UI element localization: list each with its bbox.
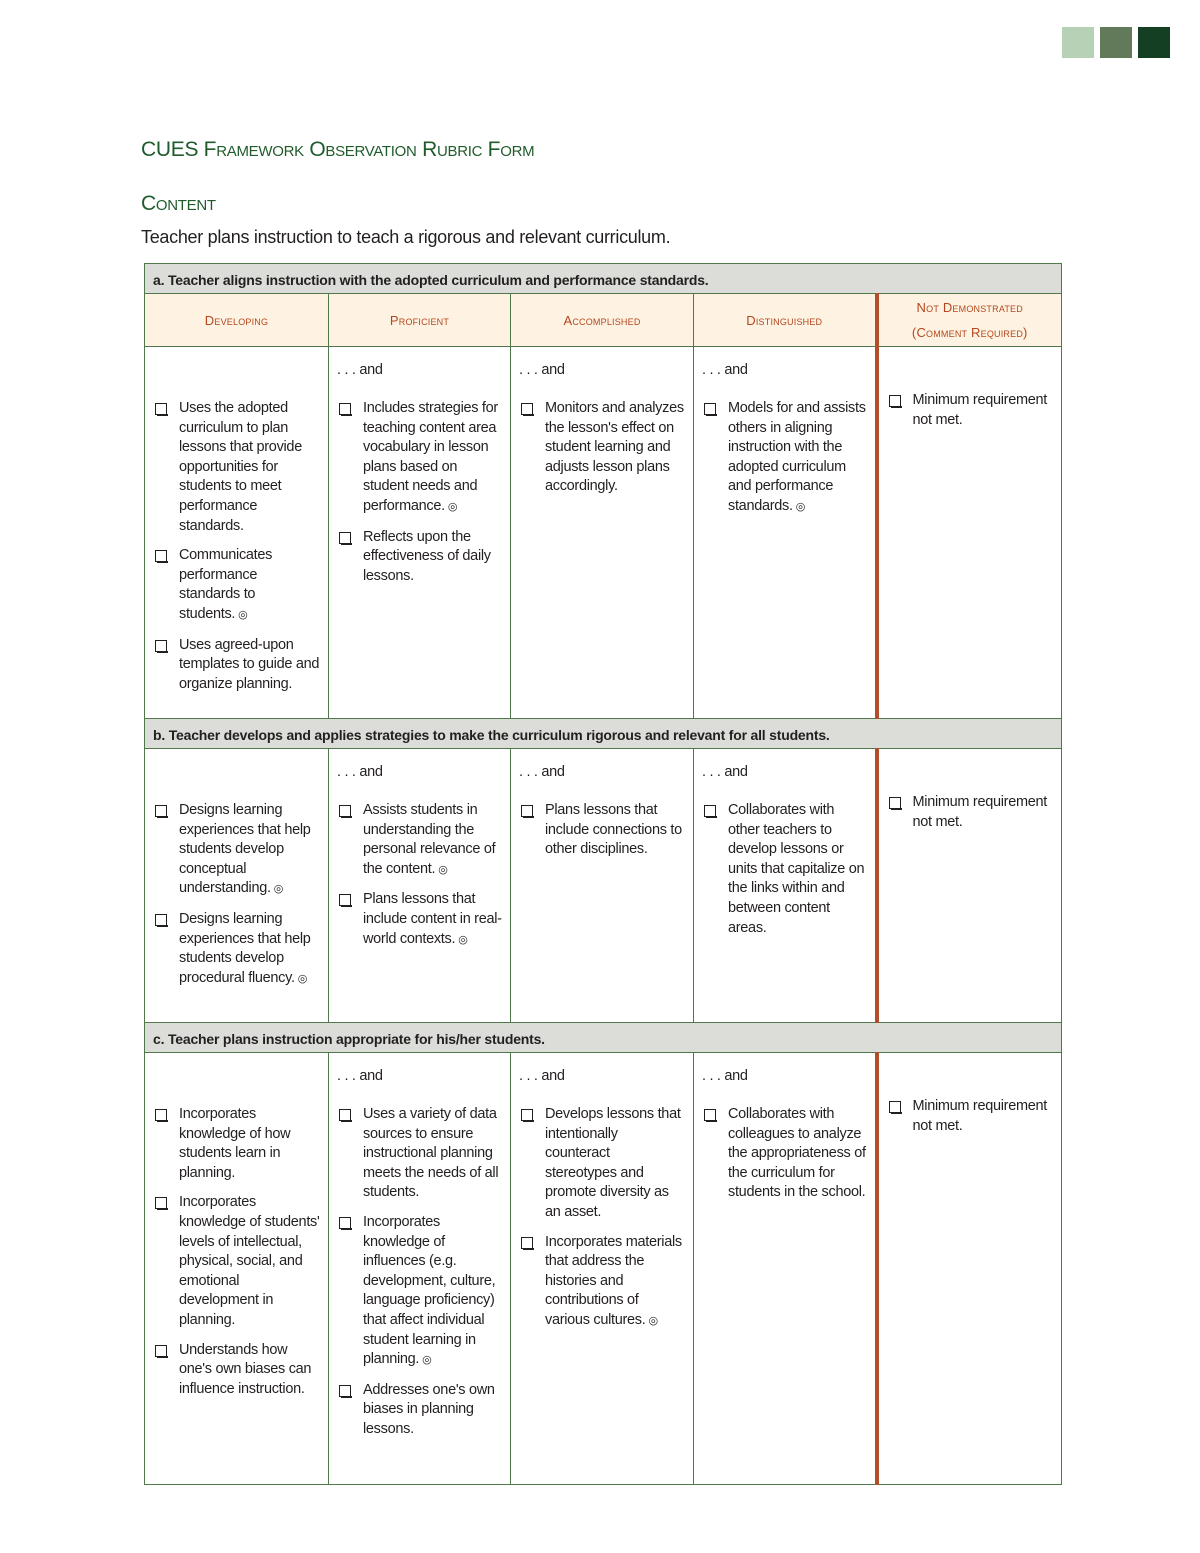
criterion-item: [887, 391, 1054, 430]
criterion-item: [519, 801, 685, 860]
and-label: . . . and: [519, 764, 565, 780]
target-icon: ◎: [422, 1354, 432, 1367]
level-header-row: [145, 294, 1062, 347]
criterion-text: [363, 399, 502, 518]
criterion-item: [702, 1105, 867, 1203]
criterion-text: [179, 546, 320, 625]
criterion-text: [363, 801, 502, 880]
criterion-item: [153, 910, 320, 989]
criterion-item: [337, 1213, 502, 1371]
checkbox[interactable]: [521, 1237, 533, 1249]
criterion-label: Collaborates with colleagues to analyze the appropriateness of the curriculum for students in the school.: [728, 1106, 866, 1201]
standard-title: c. Teacher plans instruction appropriate for his/her students.: [145, 1023, 1062, 1053]
standard-title: b. Teacher develops and applies strategies to make the curriculum rigorous and relevant for all students.: [145, 719, 1062, 749]
and-label: . . . and: [337, 764, 383, 780]
color-swatches: [1062, 27, 1170, 58]
checkbox[interactable]: [155, 550, 167, 562]
level-developing-cell: [145, 1053, 329, 1485]
checkbox[interactable]: [155, 1109, 167, 1121]
criterion-item: [337, 801, 502, 880]
checkbox[interactable]: [339, 1217, 351, 1229]
level-not-demonstrated-header: [877, 294, 1062, 347]
and-label: . . . and: [519, 362, 565, 378]
criterion-label: Uses the adopted curriculum to plan lessons that provide opportunities for students to meet performance standards.: [179, 400, 302, 534]
level-distinguished-cell: [694, 749, 877, 1023]
criterion-text: [363, 528, 502, 587]
and-label: . . . and: [519, 1068, 565, 1084]
checkbox[interactable]: [704, 403, 716, 415]
criteria-row: [145, 749, 1062, 1023]
level-accomplished-cell: [511, 749, 694, 1023]
target-icon: ◎: [447, 500, 458, 513]
level-proficient-header: Proficient: [329, 294, 511, 347]
criterion-item: [153, 1193, 320, 1330]
checkbox[interactable]: [521, 805, 533, 817]
criterion-text: [179, 801, 320, 900]
swatch-dark: [1138, 27, 1170, 58]
checkbox[interactable]: [521, 403, 533, 415]
swatch-medium: [1100, 27, 1132, 58]
criterion-item: [153, 1341, 320, 1400]
and-label: [153, 1067, 320, 1105]
criterion-item: [519, 1233, 685, 1332]
criterion-item: [702, 399, 867, 518]
checkbox[interactable]: [339, 1109, 351, 1121]
standard-row: [145, 1023, 1062, 1053]
criterion-label: Includes strategies for teaching content area vocabulary in lesson plans based on student needs and performance.: [363, 400, 498, 514]
level-distinguished-header: Distinguished: [694, 294, 877, 347]
target-icon: ◎: [458, 933, 468, 946]
and-label: . . . and: [702, 764, 748, 780]
level-proficient-cell: [329, 347, 511, 719]
section-heading: Content: [141, 192, 216, 215]
and-label: . . . and: [702, 1068, 748, 1084]
swatch-light: [1062, 27, 1094, 58]
page-title: CUES Framework Observation Rubric Form: [141, 138, 535, 161]
criterion-text: [545, 801, 685, 860]
criterion-label: Uses agreed-upon templates to guide and organize planning.: [179, 636, 320, 692]
criterion-text: [179, 1341, 320, 1400]
criteria-row: [145, 347, 1062, 719]
criterion-item: [153, 801, 320, 900]
criterion-label: Plans lessons that include content in real-world contexts.: [363, 891, 502, 947]
checkbox[interactable]: [155, 640, 167, 652]
criterion-text: [179, 910, 320, 989]
criterion-text: [545, 1233, 685, 1332]
level-developing-cell: [145, 749, 329, 1023]
criterion-item: [337, 1381, 502, 1440]
not-demonstrated-cell: [877, 749, 1062, 1023]
criterion-label: Develops lessons that intentionally counteract stereotypes and promote diversity as an asset.: [545, 1106, 681, 1220]
criterion-label: Monitors and analyzes the lesson's effect on student learning and adjusts lesson plans accordingly.: [545, 400, 684, 495]
criteria-row: [145, 1053, 1062, 1485]
target-icon: ◎: [648, 1314, 658, 1327]
and-label: . . . and: [337, 362, 383, 378]
checkbox[interactable]: [339, 1385, 351, 1397]
criterion-text: [363, 1381, 502, 1440]
checkbox[interactable]: [339, 805, 351, 817]
criterion-text: [179, 399, 320, 536]
criterion-label: Understands how one's own biases can influence instruction.: [179, 1341, 312, 1397]
checkbox[interactable]: [339, 403, 351, 415]
criterion-text: [363, 1213, 502, 1371]
criterion-item: [337, 399, 502, 518]
level-accomplished-cell: [511, 347, 694, 719]
not-demonstrated-text: Minimum requirement not met.: [912, 392, 1048, 428]
criterion-item: [153, 636, 320, 695]
checkbox[interactable]: [339, 532, 351, 544]
criterion-text: [545, 1105, 685, 1223]
criterion-item: [153, 546, 320, 625]
criterion-label: Incorporates materials that address the histories and contributions of various cultures.: [545, 1233, 682, 1328]
checkbox[interactable]: [155, 1345, 167, 1357]
level-accomplished-header: Accomplished: [511, 294, 694, 347]
criterion-text: [363, 890, 502, 950]
level-accomplished-cell: [511, 1053, 694, 1485]
level-proficient-cell: [329, 749, 511, 1023]
not-demonstrated-text: Minimum requirement not met.: [912, 794, 1048, 830]
criterion-label: Plans lessons that include connections to other disciplines.: [545, 802, 682, 858]
criterion-item: [519, 399, 685, 497]
criterion-item: [153, 399, 320, 536]
criterion-text: [728, 399, 867, 518]
and-label: . . . and: [337, 1068, 383, 1084]
checkbox[interactable]: [155, 805, 167, 817]
criterion-label: Assists students in understanding the personal relevance of the content.: [363, 802, 496, 877]
not-demonstrated-text: Minimum requirement not met.: [912, 1098, 1048, 1134]
criterion-label: Uses a variety of data sources to ensure instructional planning meets the needs of all students.: [363, 1106, 499, 1201]
criterion-item: [337, 1105, 502, 1203]
criterion-label: Addresses one's own biases in planning lessons.: [363, 1381, 495, 1437]
not-demonstrated-label: Not Demonstrated: [916, 300, 1023, 315]
target-icon: ◎: [795, 500, 806, 513]
criterion-item: [153, 1105, 320, 1183]
level-distinguished-cell: [694, 347, 877, 719]
not-demonstrated-cell: [877, 347, 1062, 719]
level-developing-header: Developing: [145, 294, 329, 347]
target-icon: ◎: [273, 883, 284, 896]
checkbox[interactable]: [521, 1109, 533, 1121]
checkbox[interactable]: [704, 805, 716, 817]
target-icon: ◎: [297, 972, 308, 985]
checkbox[interactable]: [155, 1197, 167, 1209]
criterion-label: Models for and assists others in aligning instruction with the adopted curriculum and performance standards.: [728, 400, 866, 514]
criterion-label: Communicates performance standards to students.: [179, 547, 273, 622]
level-developing-cell: [145, 347, 329, 719]
criterion-label: Collaborates with other teachers to develop lessons or units that capitalize on the links within and between content areas.: [728, 802, 865, 936]
checkbox[interactable]: [889, 797, 901, 809]
not-demonstrated-cell: [877, 1053, 1062, 1485]
criterion-text: [728, 1105, 867, 1203]
comment-required-label: (Comment Required): [911, 325, 1028, 340]
standard-row: [145, 264, 1062, 294]
criterion-item: [887, 1097, 1054, 1136]
criterion-text: [179, 636, 320, 695]
level-proficient-cell: [329, 1053, 511, 1485]
target-icon: ◎: [238, 608, 248, 621]
criterion-label: Incorporates knowledge of influences (e.g. development, culture, language proficiency) that affect individual student learning in planning.: [363, 1213, 496, 1368]
criterion-text: [179, 1193, 320, 1330]
criterion-label: Incorporates knowledge of students' levels of intellectual, physical, social, and emotional development in planning.: [179, 1194, 320, 1328]
intro-text: Teacher plans instruction to teach a rigorous and relevant curriculum.: [141, 227, 671, 247]
standard-title: a. Teacher aligns instruction with the adopted curriculum and performance standards.: [145, 264, 1062, 294]
checkbox[interactable]: [704, 1109, 716, 1121]
criterion-item: [337, 528, 502, 587]
criterion-text: [363, 1105, 502, 1203]
criterion-item: [337, 890, 502, 950]
and-label: [153, 763, 320, 801]
checkbox[interactable]: [339, 894, 351, 906]
criterion-text: [728, 801, 867, 938]
checkbox[interactable]: [155, 403, 167, 415]
criterion-label: Designs learning experiences that help students develop procedural fluency.: [179, 910, 311, 986]
checkbox[interactable]: [155, 914, 167, 926]
criterion-label: Incorporates knowledge of how students learn in planning.: [179, 1106, 291, 1181]
criterion-text: [545, 399, 685, 497]
criterion-item: [702, 801, 867, 938]
standard-row: [145, 719, 1062, 749]
checkbox[interactable]: [889, 395, 901, 407]
criterion-text: [179, 1105, 320, 1183]
and-label: [153, 361, 320, 399]
level-distinguished-cell: [694, 1053, 877, 1485]
rubric-table: [144, 263, 1062, 1485]
target-icon: ◎: [438, 863, 448, 876]
and-label: . . . and: [702, 362, 748, 378]
criterion-label: Reflects upon the effectiveness of daily lessons.: [363, 528, 491, 584]
criterion-label: Designs learning experiences that help students develop conceptual understanding.: [179, 802, 311, 897]
checkbox[interactable]: [889, 1101, 901, 1113]
criterion-item: [887, 793, 1054, 832]
criterion-item: [519, 1105, 685, 1223]
